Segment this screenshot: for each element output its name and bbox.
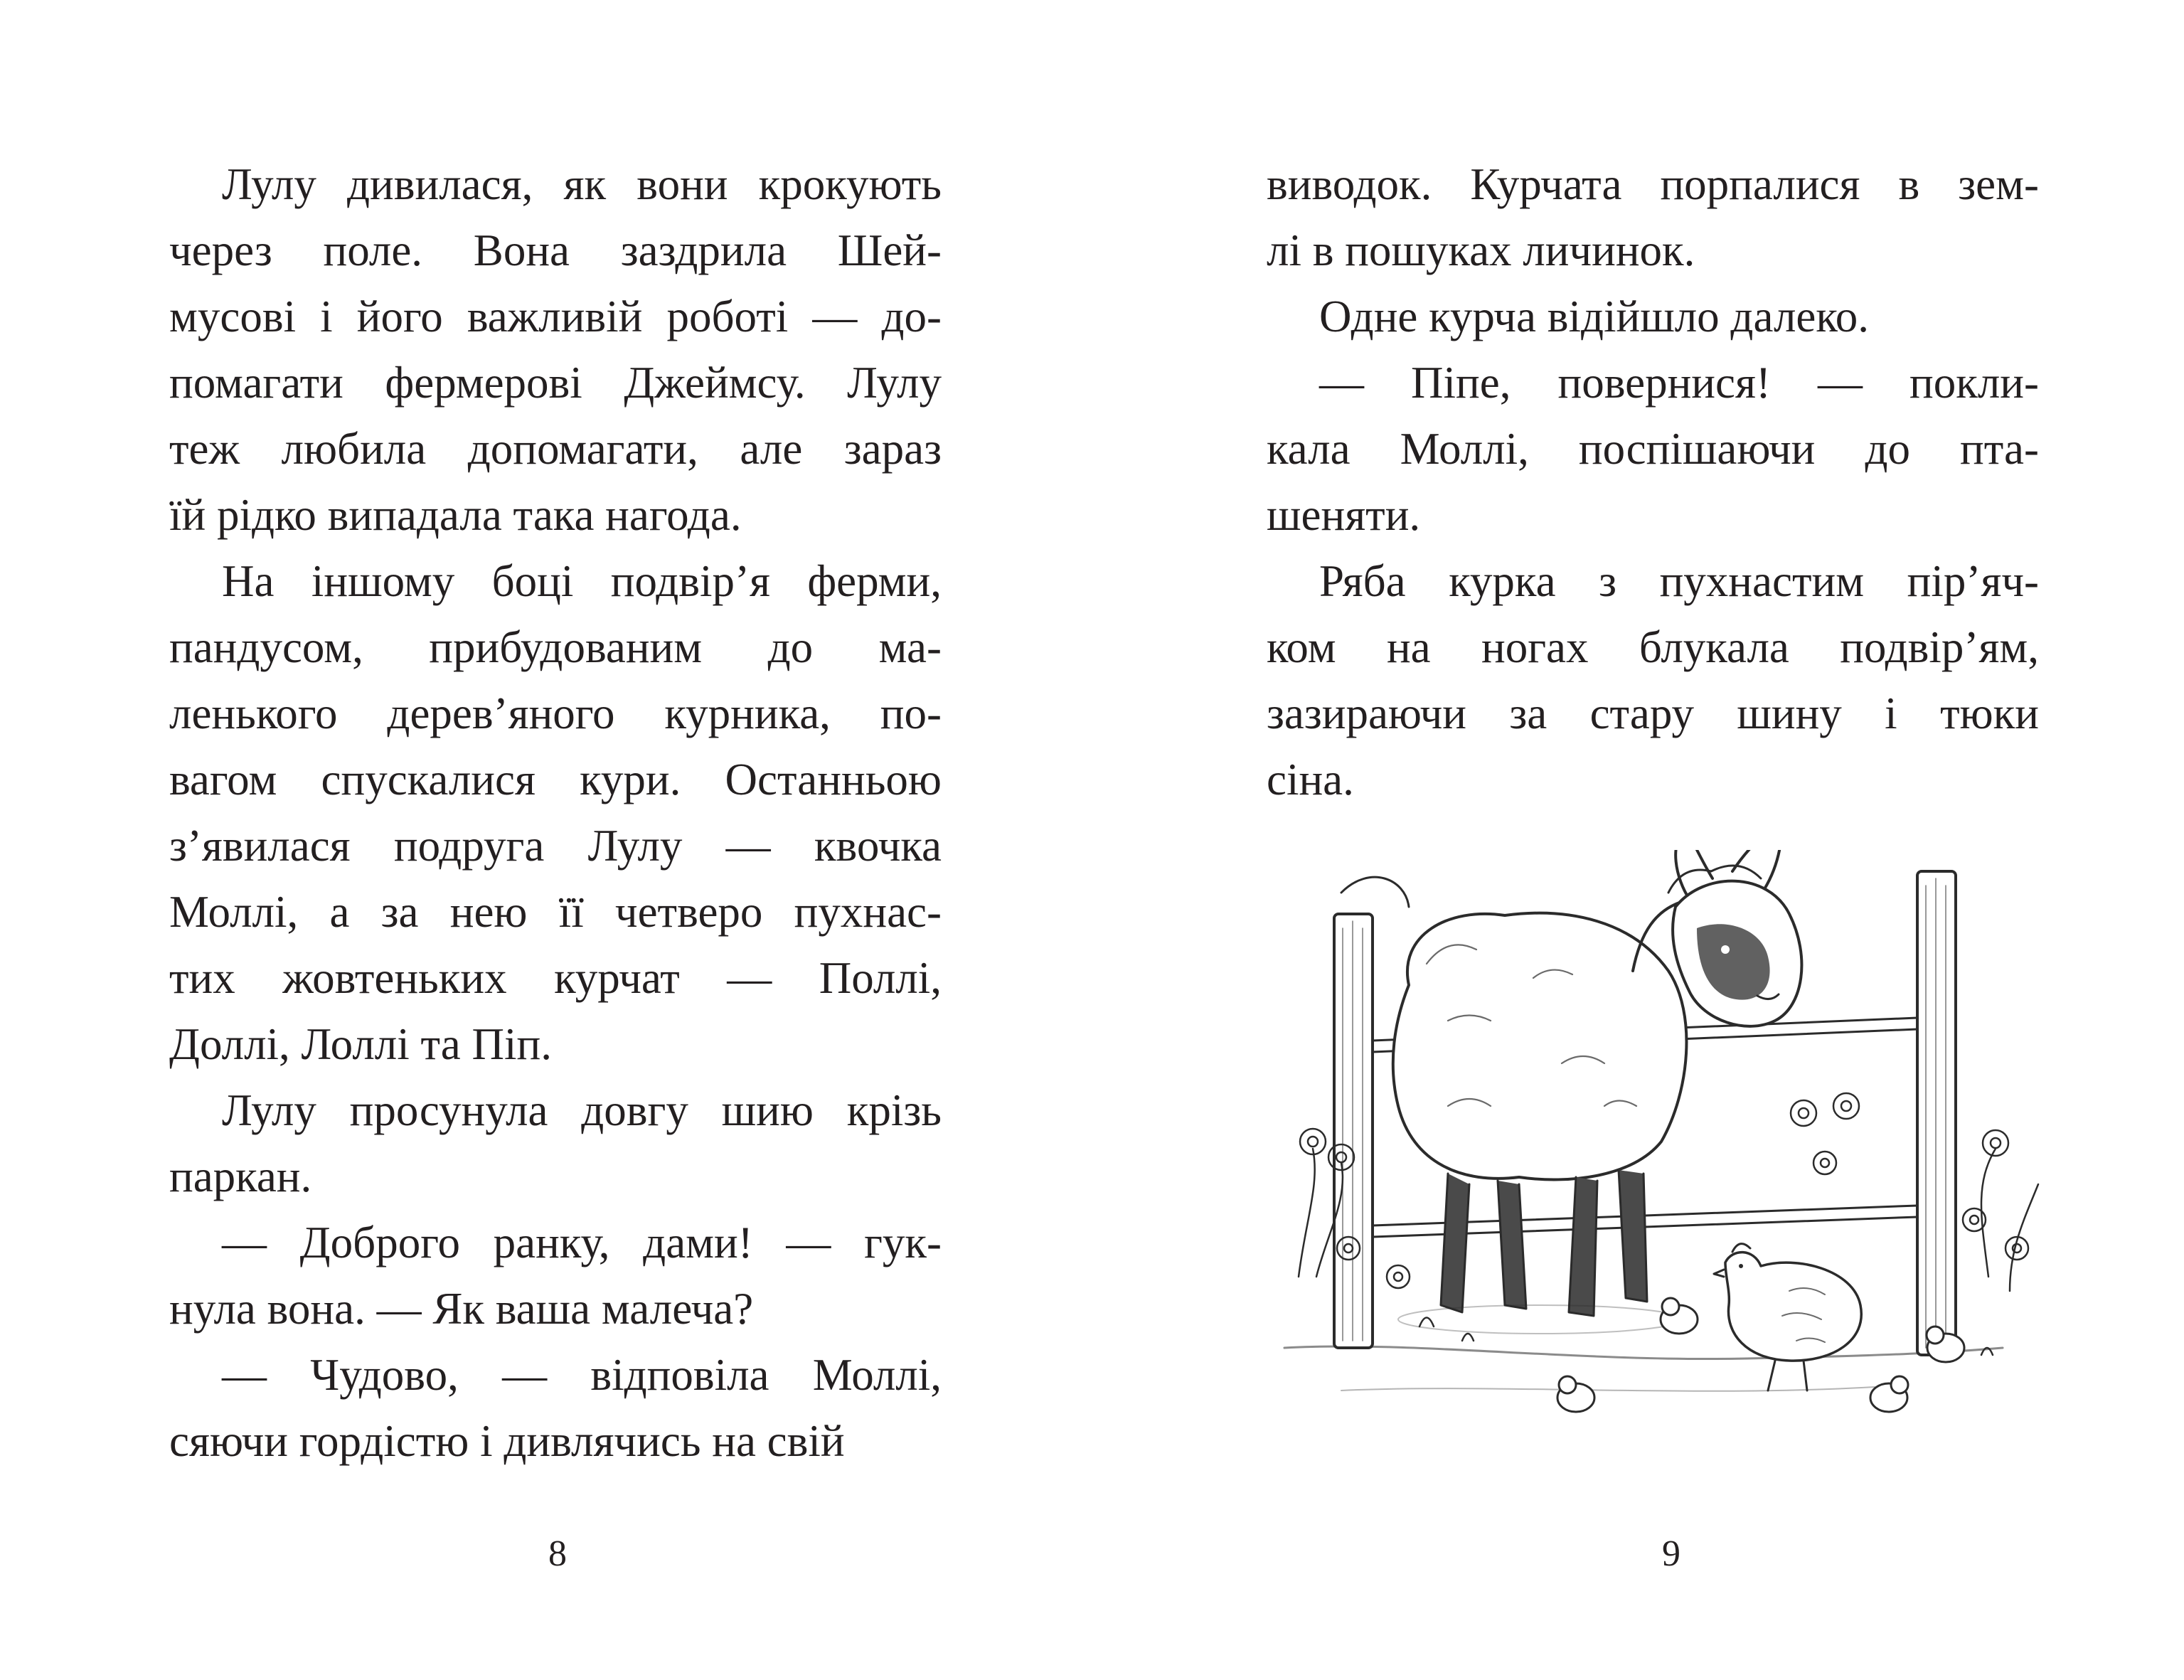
text-line: мусові і його важливій роботі — до- <box>169 292 942 341</box>
text-line: Одне курча відійшло далеко. <box>1319 292 1870 341</box>
right-page <box>1092 0 2184 1680</box>
text-line: сіна. <box>1267 755 1354 804</box>
left-page-text <box>169 151 942 1474</box>
text-line: — Піпе, повернися! — покли- <box>1319 358 2039 408</box>
text-line: — Чудово, — відповіла Моллі, <box>222 1350 942 1400</box>
text-line: виводок. Курчата порпалися в зем- <box>1267 159 2039 209</box>
text-line: тих жовтеньких курчат — Поллі, <box>169 953 942 1003</box>
text-line: Ряба курка з пухнастим пір’яч- <box>1319 556 2039 606</box>
text-line: Лулу дивилася, як вони крокують <box>222 159 942 209</box>
text-line: теж любила допомагати, але зараз <box>169 424 942 474</box>
page-number: 9 <box>1662 1533 1680 1574</box>
text-line: На іншому боці подвір’я ферми, <box>222 556 942 606</box>
text-line: вагом спускалися кури. Останньою <box>169 755 942 804</box>
text-line: лі в пошуках личинок. <box>1267 225 1695 275</box>
text-line: пандусом, прибудованим до ма- <box>169 622 942 672</box>
page-number: 8 <box>548 1533 567 1574</box>
text-line: їй рідко випадала така нагода. <box>169 490 742 540</box>
text-line: кала Моллі, поспішаючи до пта- <box>1267 424 2039 474</box>
text-line: зазираючи за стару шину і тюки <box>1267 689 2039 738</box>
text-line: ком на ногах блукала подвір’ям, <box>1267 622 2039 672</box>
text-line: Моллі, а за нею її четверо пухнас- <box>169 887 942 937</box>
text-line: помагати фермерові Джеймсу. Лулу <box>169 358 942 408</box>
text-line: сяючи гордістю і дивлячись на свій <box>169 1416 845 1466</box>
text-line: через поле. Вона заздрила Шей- <box>169 225 942 275</box>
right-page-text <box>1267 151 2039 813</box>
llama-illustration <box>1235 850 2060 1462</box>
text-line: з’явилася подруга Лулу — квочка <box>169 821 942 871</box>
text-line: Доллі, Лоллі та Піп. <box>169 1019 552 1069</box>
text-line: — Доброго ранку, дами! — гук- <box>222 1218 942 1267</box>
text-line: ленького дерев’яного курника, по- <box>169 689 942 738</box>
text-line: Лулу просунула довгу шию крізь <box>222 1085 942 1135</box>
text-line: нула вона. — Як ваша малеча? <box>169 1284 754 1334</box>
hen-icon <box>1714 1244 1861 1391</box>
text-line: шеняти. <box>1267 490 1421 540</box>
text-line: паркан. <box>169 1152 312 1201</box>
